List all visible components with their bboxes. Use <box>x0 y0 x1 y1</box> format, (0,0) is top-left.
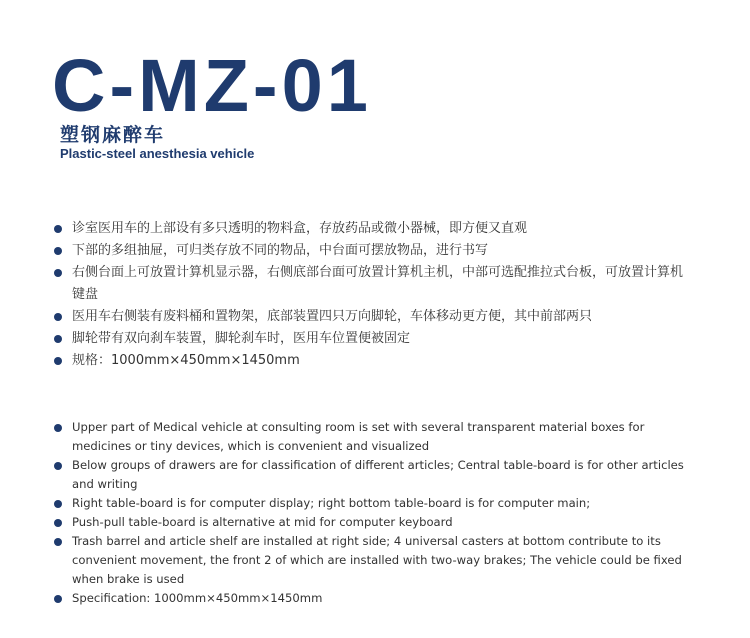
bullet-icon <box>54 519 62 527</box>
bullet-icon <box>54 225 62 233</box>
bullet-icon <box>54 500 62 508</box>
bullet-icon <box>54 269 62 277</box>
specification-en: Specification: 1000mm×450mm×1450mm <box>72 591 323 605</box>
feature-text-cn: 下部的多组抽屉，可归类存放不同的物品，中台面可摆放物品，进行书写 <box>72 243 489 258</box>
feature-text-en: Push-pull table-board is alternative at mid for computer keyboard <box>72 515 453 529</box>
feature-text-en: Below groups of drawers are for classification of different articles; Central table-board is for other articles and writing <box>72 458 684 491</box>
product-title-cn: 塑钢麻醉车 <box>60 124 166 146</box>
bullet-icon <box>54 335 62 343</box>
bullet-icon <box>54 538 62 546</box>
bullet-icon <box>54 313 62 321</box>
product-title-en: Plastic-steel anesthesia vehicle <box>60 146 255 161</box>
list-item <box>50 418 690 456</box>
feature-text-en: Upper part of Medical vehicle at consulting room is set with several transparent material boxes for medicines or tiny devices, which is convenient and visualized <box>72 420 645 453</box>
feature-list-cn <box>50 218 690 372</box>
feature-text-cn: 脚轮带有双向刹车装置，脚轮刹车时，医用车位置便被固定 <box>72 331 411 346</box>
list-item <box>50 456 690 494</box>
bullet-icon <box>54 357 62 365</box>
feature-text-cn: 医用车右侧装有废料桶和置物架，底部装置四只万向脚轮，车体移动更方便，其中前部两只 <box>72 309 593 324</box>
list-item <box>50 513 690 532</box>
bullet-icon <box>54 247 62 255</box>
list-item <box>50 589 690 608</box>
bullet-icon <box>54 424 62 432</box>
feature-list-en <box>50 418 690 608</box>
list-item <box>50 240 690 262</box>
list-item <box>50 532 690 589</box>
list-item <box>50 494 690 513</box>
model-number: C-MZ-01 <box>52 44 372 127</box>
list-item <box>50 350 690 372</box>
feature-text-cn: 右侧台面上可放置计算机显示器，右侧底部台面可放置计算机主机，中部可选配推拉式台板，可放置计算机键盘 <box>72 265 684 302</box>
specification-cn: 规格：1000mm×450mm×1450mm <box>72 353 300 368</box>
feature-text-cn: 诊室医用车的上部设有多只透明的物料盒，存放药品或微小器械，即方便又直观 <box>72 221 528 236</box>
list-item <box>50 218 690 240</box>
list-item <box>50 328 690 350</box>
list-item <box>50 306 690 328</box>
bullet-icon <box>54 462 62 470</box>
bullet-icon <box>54 595 62 603</box>
feature-text-en: Right table-board is for computer display; right bottom table-board is for computer main; <box>72 496 591 510</box>
list-item <box>50 262 690 306</box>
feature-text-en: Trash barrel and article shelf are installed at right side; 4 universal casters at bottom contribute to its convenient movement, the front 2 of which are installed with two-way brakes; The vehicle could be fixed when brake is used <box>72 534 682 586</box>
